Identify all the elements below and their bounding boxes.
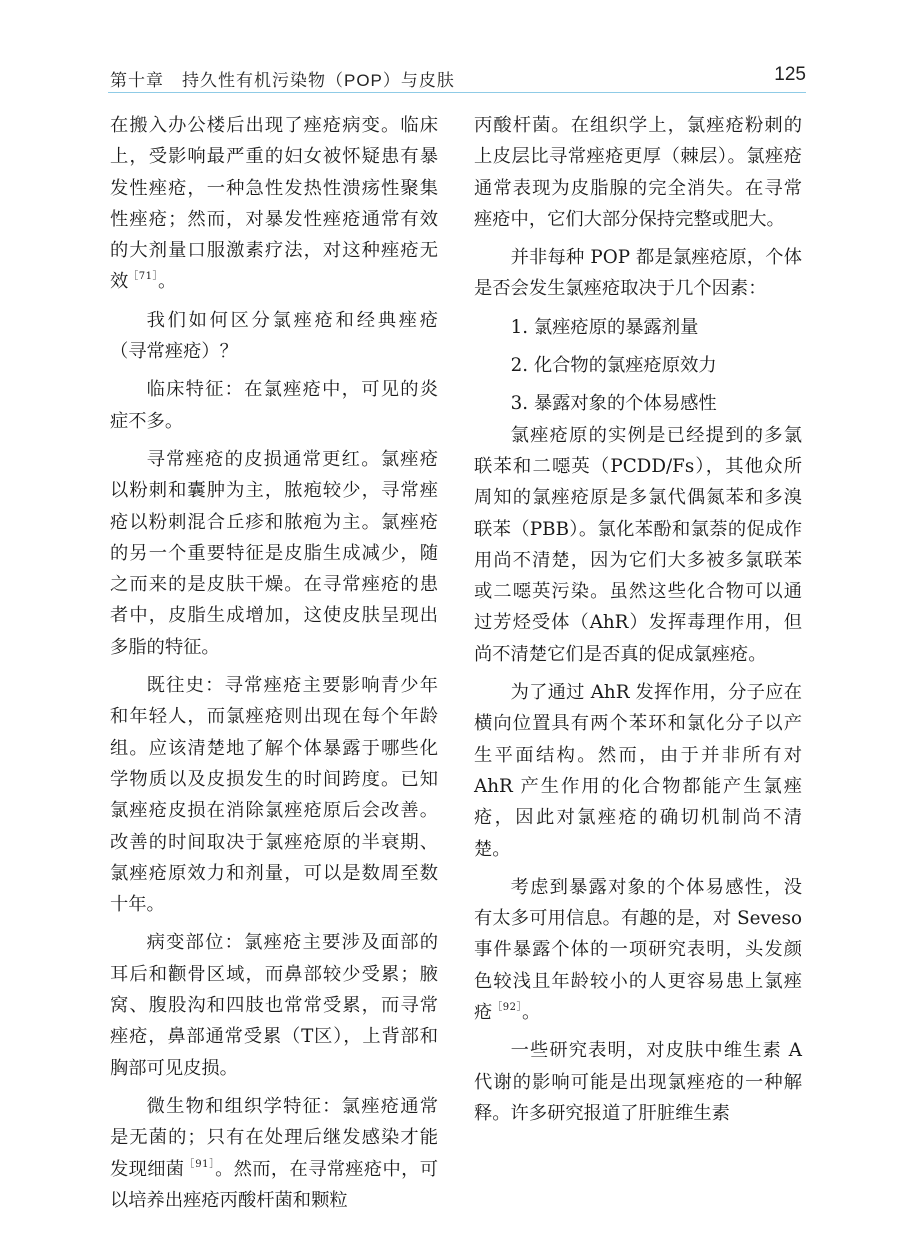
paragraph-lesions: 寻常痤疮的皮损通常更红。氯痤疮以粉刺和囊肿为主，脓疱较少，寻常痤疮以粉刺混合丘疹和脓疱为主。氯痤疮的另一个重要特征是皮脂生成减少，随之而来的是皮肤干燥。在寻常痤疮的患者中，皮脂生成增加，这使皮肤呈现出多脂的特征。 (110, 448, 438, 658)
paragraph-continuation: 丙酸杆菌。在组织学上，氯痤疮粉刺的上皮层比寻常痤疮更厚（棘层）。氯痤疮通常表现为皮脂腺的完全消失。在寻常痤疮中，它们大部分保持完整或肥大。 (474, 115, 802, 230)
paragraph-location: 病变部位：氯痤疮主要涉及面部的耳后和颧骨区域，而鼻部较少受累；腋窝、腹股沟和四肢也常常受累，而寻常痤疮，鼻部通常受累（T区），上背部和胸部可见皮损。 (110, 932, 438, 1079)
citation-ref: ［92］ (492, 1002, 523, 1014)
citation-ref: ［91］ (184, 1158, 216, 1170)
list-item: 2. 化合物的氯痤疮原效力 (510, 355, 717, 377)
paragraph-susceptibility: 考虑到暴露对象的个体易感性，没有太多可用信息。有趣的是，对 Seveso 事件暴露个体的一项研究表明，头发颜色较浅且年龄较小的人更容易患上氯痤疮$^{[92]}$。 (474, 876, 802, 1024)
left-column (110, 110, 438, 1216)
citation-ref: ［71］ (128, 271, 159, 283)
paragraph-examples: 氯痤疮原的实例是已经提到的多氯联苯和二噁英（PCDD/Fs），其他众所周知的氯痤疮原是多氯代偶氮苯和多溴联苯（PBB）。氯化苯酚和氯萘的促成作用尚不清楚，因为它们大多被多氯联苯或二噁英污染。虽然这些化合物可以通过芳烃受体（AhR）发挥毒理作用，但尚不清楚它们是否真的促成氯痤疮。 (474, 424, 802, 665)
list-item: 3. 暴露对象的个体易感性 (510, 393, 717, 415)
paragraph-history: 既往史：寻常痤疮主要影响青少年和年轻人，而氯痤疮则出现在每个年龄组。应该清楚地了解个体暴露于哪些化学物质以及皮损发生的时间跨度。已知氯痤疮皮损在消除氯痤疮原后会改善。改善的时间取决于氯痤疮原的半衰期、氯痤疮原效力和剂量，可以是数周至数十年。 (110, 675, 438, 916)
chapter-title: 第十章 持久性有机污染物（POP）与皮肤 (110, 71, 455, 90)
paragraph-factors-intro: 并非每种 POP 都是氯痤疮原，个体是否会发生氯痤疮取决于几个因素： (474, 247, 802, 300)
paragraph-microbiology: 微生物和组织学特征：氯痤疮通常是无菌的；只有在处理后继发感染才能发现细菌$^{[91]}$。然而，在寻常痤疮中，可以培养出痤疮丙酸杆菌和颗粒 (110, 1095, 438, 1211)
paragraph-continuation: 在搬入办公楼后出现了痤疮病变。临床上，受影响最严重的妇女被怀疑患有暴发性痤疮，一种急性发热性溃疡性聚集性痤疮；然而，对暴发性痤疮通常有效的大剂量口服激素疗法，对这种痤疮无效$^{[71]}$。 (110, 115, 438, 293)
list-item: 1. 氯痤疮原的暴露剂量 (510, 316, 699, 338)
paragraph-question: 我们如何区分氯痤疮和经典痤疮（寻常痤疮）？ (110, 309, 438, 363)
paragraph-vitamin-a: 一些研究表明，对皮肤中维生素 A 代谢的影响可能是出现氯痤疮的一种解释。许多研究报道了肝脏维生素 (474, 1040, 802, 1124)
page-number: 125 (774, 64, 806, 85)
running-header (108, 58, 806, 93)
right-column (474, 110, 802, 1129)
paragraph-ahr: 为了通过 AhR 发挥作用，分子应在横向位置具有两个苯环和氯化分子以产生平面结构。然而，由于并非所有对 AhR 产生作用的化合物都能产生氯痤疮，因此对氯痤疮的确切机制尚不清楚。 (474, 682, 802, 860)
paragraph-clinical-features: 临床特征：在氯痤疮中，可见的炎症不多。 (110, 379, 438, 432)
